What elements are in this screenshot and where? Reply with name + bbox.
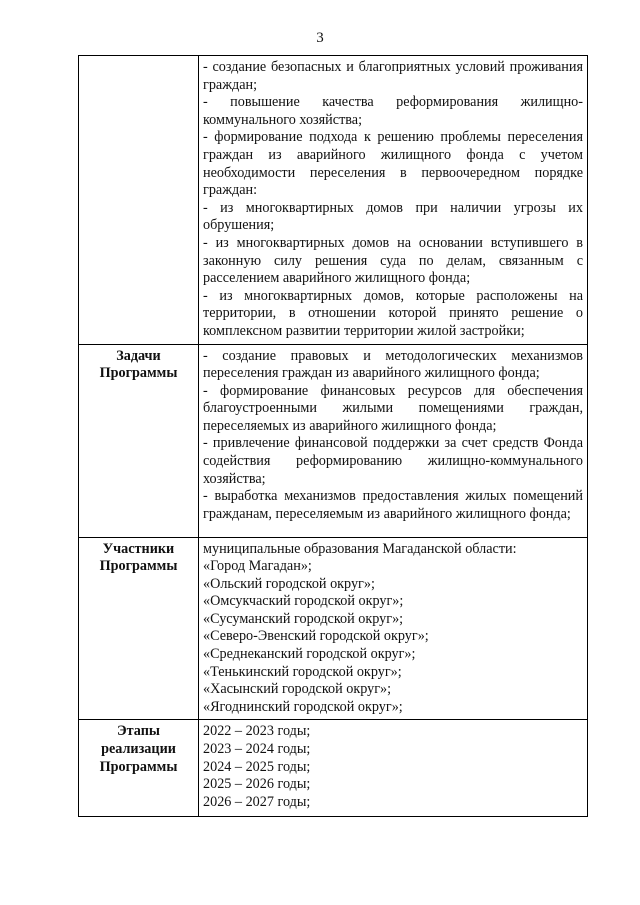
participant-line: «Сусуманский городской округ»; [203,610,404,627]
table-row-stages [79,720,588,817]
task-item: - создание правовых и методологических механизмов переселения граждан из аварийного жилищного фонда; [203,347,583,382]
participants-content [199,537,588,720]
stage-line: 2025 – 2026 годы; [203,776,311,793]
participant-line: муниципальные образования Магаданской области: [203,540,517,557]
task-item: - привлечение финансовой поддержки за счет средств Фонда содействия реформированию жилищно-коммунального хозяйства; [203,435,583,487]
table-row-goals [79,56,588,345]
task-item: - формирование финансовых ресурсов для обеспечения благоустроенными жилыми помещениями граждан, переселяемых из аварийного жилищного фонда; [203,382,583,434]
goal-item: - из многоквартирных домов при наличии угрозы их обрушения; [203,199,583,234]
stage-line: 2022 – 2023 годы; [203,723,311,740]
goal-item: - повышение качества реформирования жилищно-коммунального хозяйства; [203,94,583,128]
table-row-participants [79,537,588,720]
tasks-content [199,344,588,537]
participant-line: «Тенькинский городской округ»; [203,663,402,680]
stage-line: 2024 – 2025 годы; [203,758,311,775]
row-label-participants [79,537,199,720]
participant-line: «Омсукчаский городской округ»; [203,593,404,610]
goal-item: - из многоквартирных домов на основании вступившего в законную силу решения суда по делам, связанным с расселением аварийного жилищного фонда; [203,234,583,287]
participant-line: «Город Магадан»; [203,558,312,575]
participant-line: «Северо-Эвенский городской округ»; [203,628,429,645]
label-line: Участники [102,540,175,557]
goal-item: - создание безопасных и благоприятных условий проживания граждан; [203,59,583,93]
stage-line: 2026 – 2027 годы; [203,793,311,810]
row-label-stages [79,720,199,817]
participant-line: «Ягоднинский городской округ»; [203,698,403,715]
table-row-tasks [79,344,588,537]
row-label-tasks [79,344,199,537]
label-line: Задачи [116,347,161,364]
goal-item: - из многоквартирных домов, которые расположены на территории, в отношении которой принято решение о комплексном развитии территории жилой застройки; [203,287,583,339]
label-line: Программы [99,758,178,775]
goals-content [199,56,588,345]
label-line: Программы [99,558,178,575]
goal-item: - формирование подхода к решению проблемы переселения граждан из аварийного жилищного фонда с учетом необходимости переселения в первоочередном порядке граждан: [203,129,583,199]
task-item: - выработка механизмов предоставления жилых помещений гражданам, переселяемым из аварийного жилищного фонда; [203,488,583,522]
page-number: 3 [316,30,324,46]
label-line: Этапы [117,723,160,740]
stages-content [199,720,588,817]
stage-line: 2023 – 2024 годы; [203,741,311,758]
label-line: реализации [101,741,176,758]
label-line: Программы [99,365,178,382]
participant-line: «Хасынский городской округ»; [203,681,392,698]
participant-line: «Ольский городской округ»; [203,575,375,592]
participant-line: «Среднеканский городской округ»; [203,646,416,663]
row-label-empty [79,56,199,345]
program-passport-table [78,55,588,817]
